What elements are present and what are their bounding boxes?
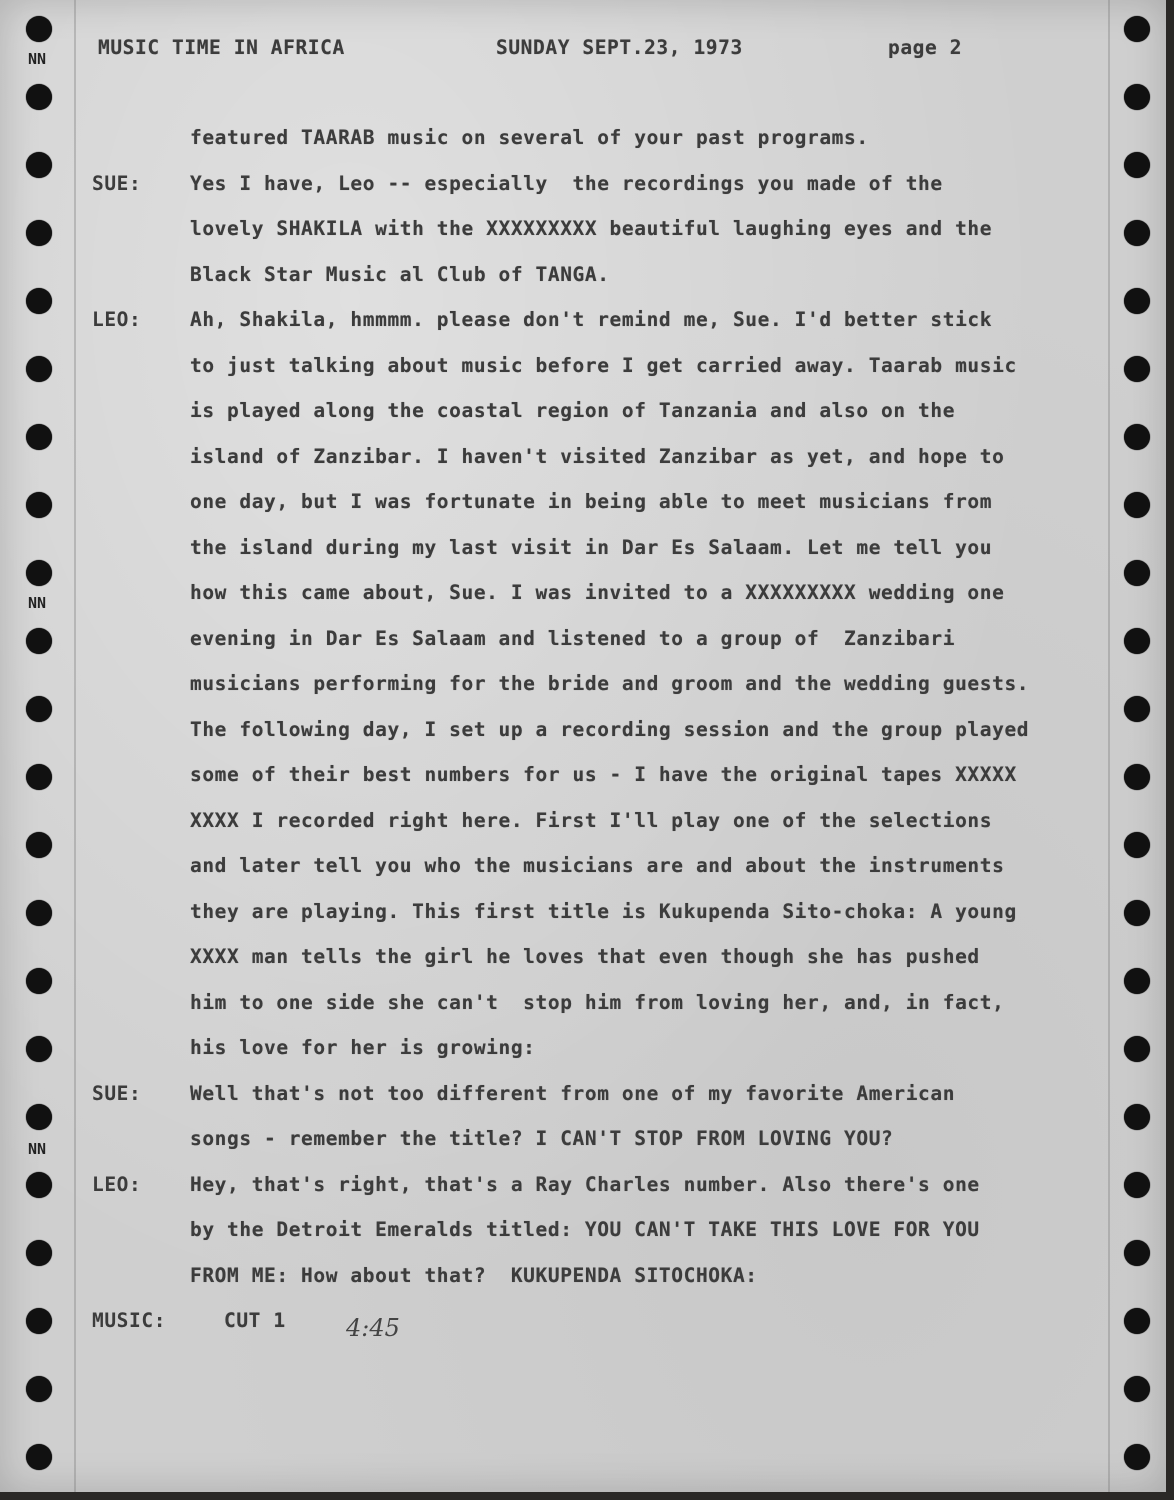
script-line: evening in Dar Es Salaam and listened to a group of Zanzibari <box>190 626 956 650</box>
speaker-label: MUSIC: <box>92 1309 167 1332</box>
script-line: musicians performing for the bride and groom and the wedding guests. <box>190 672 1030 695</box>
feed-hole <box>26 1240 52 1266</box>
margin-fold <box>1108 0 1110 1492</box>
script-line: and later tell you who the musicians are and about the instruments <box>190 854 1005 877</box>
feed-hole <box>26 696 52 722</box>
script-line: by the Detroit Emeralds titled: YOU CAN'T TAKE THIS LOVE FOR YOU <box>190 1218 980 1241</box>
script-line: Black Star Music al Club of TANGA. <box>190 262 610 286</box>
feed-hole <box>26 84 52 110</box>
feed-hole <box>1124 560 1150 586</box>
feed-hole <box>26 356 52 382</box>
feed-hole <box>1124 1308 1150 1334</box>
handwritten-time: 4:45 <box>346 1314 400 1342</box>
feed-hole <box>26 1104 52 1130</box>
feed-hole <box>26 1036 52 1062</box>
feed-hole <box>26 1376 52 1402</box>
margin-mark: NN <box>28 1140 47 1158</box>
script-line: the island during my last visit in Dar Es Salaam. Let me tell you <box>190 535 993 559</box>
feed-hole <box>1124 1444 1150 1470</box>
speaker-label: LEO: <box>92 1172 142 1196</box>
feed-hole <box>26 832 52 858</box>
header-page: page 2 <box>888 36 963 59</box>
script-line: Well that's not too different from one of my favorite American <box>190 1081 956 1105</box>
feed-hole <box>1124 628 1150 654</box>
feed-hole <box>26 1444 52 1470</box>
margin-fold <box>74 0 76 1492</box>
script-line: his love for her is growing: <box>190 1036 536 1059</box>
feed-hole <box>1124 1376 1150 1402</box>
script-line: XXXX I recorded right here. First I'll play one of the selections <box>190 808 993 832</box>
feed-hole <box>1124 84 1150 110</box>
feed-hole <box>26 152 52 178</box>
script-line: The following day, I set up a recording session and the group played <box>190 717 1030 741</box>
feed-hole <box>1124 152 1150 178</box>
margin-mark: NN <box>28 594 47 612</box>
script-line: one day, but I was fortunate in being able to meet musicians from <box>190 490 993 513</box>
header-program: MUSIC TIME IN AFRICA <box>98 36 345 59</box>
feed-hole <box>26 968 52 994</box>
script-line: songs - remember the title? I CAN'T STOP FROM LOVING YOU? <box>190 1127 894 1150</box>
feed-hole <box>1124 1240 1150 1266</box>
feed-hole <box>26 1308 52 1334</box>
feed-hole <box>1124 832 1150 858</box>
script-line: how this came about, Sue. I was invited to a XXXXXXXXX wedding one <box>190 581 1005 604</box>
feed-hole <box>26 900 52 926</box>
script-line: him to one side she can't stop him from loving her, and, in fact, <box>190 990 1005 1014</box>
feed-hole <box>1124 220 1150 246</box>
speaker-label: LEO: <box>92 308 142 331</box>
script-line: to just talking about music before I get carried away. Taarab music <box>190 353 1017 377</box>
feed-hole <box>26 220 52 246</box>
speaker-label: SUE: <box>92 1081 142 1105</box>
feed-hole <box>26 16 52 42</box>
script-line: lovely SHAKILA with the XXXXXXXXX beautiful laughing eyes and the <box>190 217 993 240</box>
margin-mark: NN <box>28 50 47 68</box>
feed-hole <box>1124 900 1150 926</box>
feed-hole <box>1124 1172 1150 1198</box>
feed-hole <box>1124 16 1150 42</box>
script-line: is played along the coastal region of Tanzania and also on the <box>190 399 956 422</box>
script-line: Ah, Shakila, hmmmm. please don't remind me, Sue. I'd better stick <box>190 308 993 331</box>
feed-hole <box>1124 1036 1150 1062</box>
feed-hole <box>1124 968 1150 994</box>
feed-hole <box>1124 424 1150 450</box>
feed-hole <box>26 628 52 654</box>
script-line: XXXX man tells the girl he loves that even though she has pushed <box>190 945 980 968</box>
feed-hole <box>1124 696 1150 722</box>
feed-hole <box>26 764 52 790</box>
feed-hole <box>1124 1104 1150 1130</box>
script-line: they are playing. This first title is Kukupenda Sito-choka: A young <box>190 899 1017 923</box>
script-line: Hey, that's right, that's a Ray Charles number. Also there's one <box>190 1172 980 1196</box>
feed-hole <box>26 288 52 314</box>
feed-hole <box>26 492 52 518</box>
script-line: some of their best numbers for us - I have the original tapes XXXXX <box>190 763 1017 786</box>
feed-hole <box>26 424 52 450</box>
header-date: SUNDAY SEPT.23, 1973 <box>496 36 743 59</box>
script-line: Yes I have, Leo -- especially the recordings you made of the <box>190 171 943 195</box>
feed-hole <box>1124 288 1150 314</box>
script-line: CUT 1 <box>224 1309 286 1332</box>
feed-hole <box>1124 492 1150 518</box>
feed-hole <box>26 560 52 586</box>
speaker-label: SUE: <box>92 171 142 195</box>
script-line: FROM ME: How about that? KUKUPENDA SITOCHOKA: <box>190 1263 758 1287</box>
script-line: featured TAARAB music on several of your past programs. <box>190 126 869 149</box>
script-line: island of Zanzibar. I haven't visited Zanzibar as yet, and hope to <box>190 444 1005 468</box>
feed-hole <box>1124 356 1150 382</box>
feed-hole <box>1124 764 1150 790</box>
feed-hole <box>26 1172 52 1198</box>
